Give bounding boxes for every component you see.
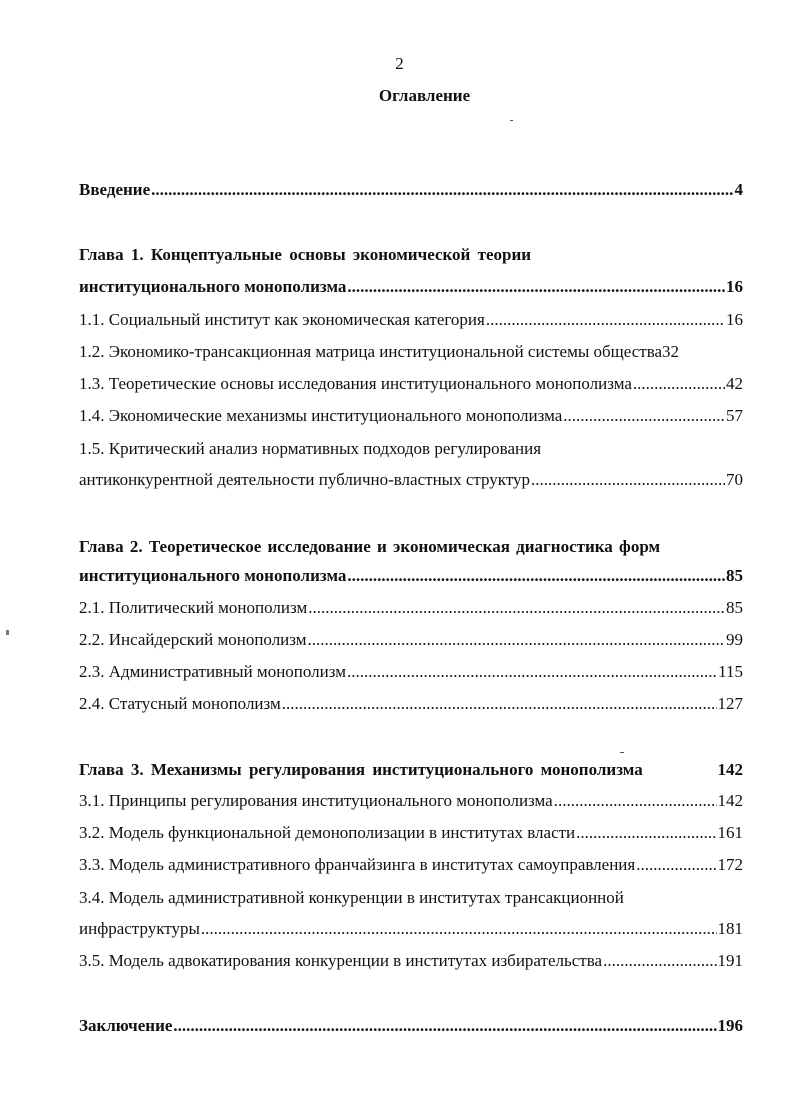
toc-entry-page: 142: [717, 791, 743, 810]
toc-entry-3-3[interactable]: [79, 855, 743, 879]
leader-dots: [173, 1016, 716, 1036]
toc-entry-page: 191: [717, 951, 743, 970]
toc-entry-3-4-line1: 3.4. Модель административной конкуренции в институтах трансакционной: [79, 888, 624, 907]
toc-entry-page: 142: [717, 760, 743, 779]
toc-entry-page: 181: [717, 919, 743, 938]
toc-entry-page: 161: [717, 823, 743, 842]
toc-entry-label: Заключение: [79, 1016, 173, 1035]
chapter2-heading: Глава 2. Теоретическое исследование и экономическая диагностика форм: [79, 537, 661, 556]
leader-dots: [633, 374, 725, 394]
toc-entry-2-2[interactable]: [79, 630, 743, 654]
leader-dots: [308, 598, 725, 618]
leader-dots: [636, 855, 716, 875]
leader-dots: [347, 566, 725, 586]
leader-dots: [347, 277, 725, 297]
toc-entry-label: 2.3. Административный монополизм: [79, 662, 346, 681]
toc-entry-label: Введение: [79, 180, 151, 199]
leader-dots: [603, 951, 716, 971]
leader-dots: [151, 180, 733, 200]
toc-entry-3-2[interactable]: [79, 823, 743, 847]
toc-entry-page: 85: [726, 598, 743, 617]
toc-entry-label: 1.2. Экономико-трансакционная матрица институциональной системы общества: [79, 342, 663, 361]
leader-dots: [282, 694, 717, 714]
toc-entry-1-1[interactable]: [79, 310, 743, 334]
toc-entry-page: 42: [726, 374, 743, 393]
toc-entry-label: институционального монополизма: [79, 277, 347, 296]
toc-entry-page: 16: [726, 277, 743, 296]
toc-entry-label: 2.1. Политический монополизм: [79, 598, 308, 617]
leader-dots: [554, 791, 717, 811]
toc-entry-1-5[interactable]: [79, 470, 743, 494]
toc-entry-page: 85: [726, 566, 743, 585]
toc-entry-page: 16: [726, 310, 743, 329]
toc-entry-chapter2[interactable]: [79, 566, 743, 590]
toc-entry-1-5-line1: 1.5. Критический анализ нормативных подходов регулирования: [79, 439, 542, 458]
toc-entry-label: антиконкурентной деятельности публично-властных структур: [79, 470, 531, 489]
leader-dots: [576, 823, 716, 843]
leader-dots: [308, 630, 725, 650]
leader-dots: [531, 470, 725, 490]
toc-entry-label: 1.3. Теоретические основы исследования институционального монополизма: [79, 374, 632, 393]
toc-entry-label: инфраструктуры: [79, 919, 200, 938]
toc-entry-2-1[interactable]: [79, 598, 743, 622]
toc-entry-introduction[interactable]: [79, 180, 743, 204]
toc-entry-label: Глава 3. Механизмы регулирования институционального монополизма: [79, 760, 643, 779]
toc-entry-chapter3[interactable]: [79, 760, 743, 784]
toc-entry-label: 3.3. Модель административного франчайзинга в институтах самоуправления: [79, 855, 636, 874]
toc-entry-page: 32: [662, 342, 680, 361]
leader-dots: [563, 406, 725, 426]
toc-entry-label: 3.2. Модель функциональной демонополизации в институтах власти: [79, 823, 576, 842]
toc-entry-page: 99: [726, 630, 743, 649]
scan-speck: [6, 630, 9, 635]
toc-entry-page: 172: [717, 855, 743, 874]
toc-entry-3-4[interactable]: [79, 919, 743, 943]
toc-entry-3-5[interactable]: [79, 951, 743, 975]
page-title: Оглавление: [378, 86, 471, 105]
leader-dots: [486, 310, 725, 330]
leader-dots: [201, 919, 717, 939]
toc-entry-label: 2.4. Статусный монополизм: [79, 694, 281, 713]
toc-entry-page: 115: [718, 662, 743, 681]
toc-entry-page: 57: [726, 406, 743, 425]
toc-entry-label: институционального монополизма: [79, 566, 347, 585]
page-number: 2: [395, 54, 404, 73]
toc-entry-2-3[interactable]: [79, 662, 743, 686]
toc-entry-label: 3.5. Модель адвокатирования конкуренции в институтах избирательства: [79, 951, 603, 970]
toc-entry-1-4[interactable]: [79, 406, 743, 430]
toc-entry-1-3[interactable]: [79, 374, 743, 398]
leader-dots: [347, 662, 717, 682]
scan-speck: [620, 752, 624, 753]
toc-entry-page: 196: [717, 1016, 743, 1035]
scan-speck: [510, 120, 513, 121]
toc-entry-page: 70: [726, 470, 743, 489]
chapter1-heading: Глава 1. Концептуальные основы экономической теории: [79, 245, 532, 264]
toc-entry-3-1[interactable]: [79, 791, 743, 815]
toc-entry-page: 127: [717, 694, 743, 713]
toc-entry-page: 4: [734, 180, 743, 199]
toc-entry-label: 1.1. Социальный институт как экономическая категория: [79, 310, 485, 329]
toc-entry-label: 2.2. Инсайдерский монополизм: [79, 630, 307, 649]
toc-entry-label: 3.1. Принципы регулирования институционального монополизма: [79, 791, 553, 810]
toc-entry-chapter1[interactable]: [79, 277, 743, 301]
toc-entry-2-4[interactable]: [79, 694, 743, 718]
toc-entry-conclusion[interactable]: [79, 1016, 743, 1040]
toc-entry-label: 1.4. Экономические механизмы институционального монополизма: [79, 406, 563, 425]
toc-entry-1-2[interactable]: [79, 342, 743, 366]
